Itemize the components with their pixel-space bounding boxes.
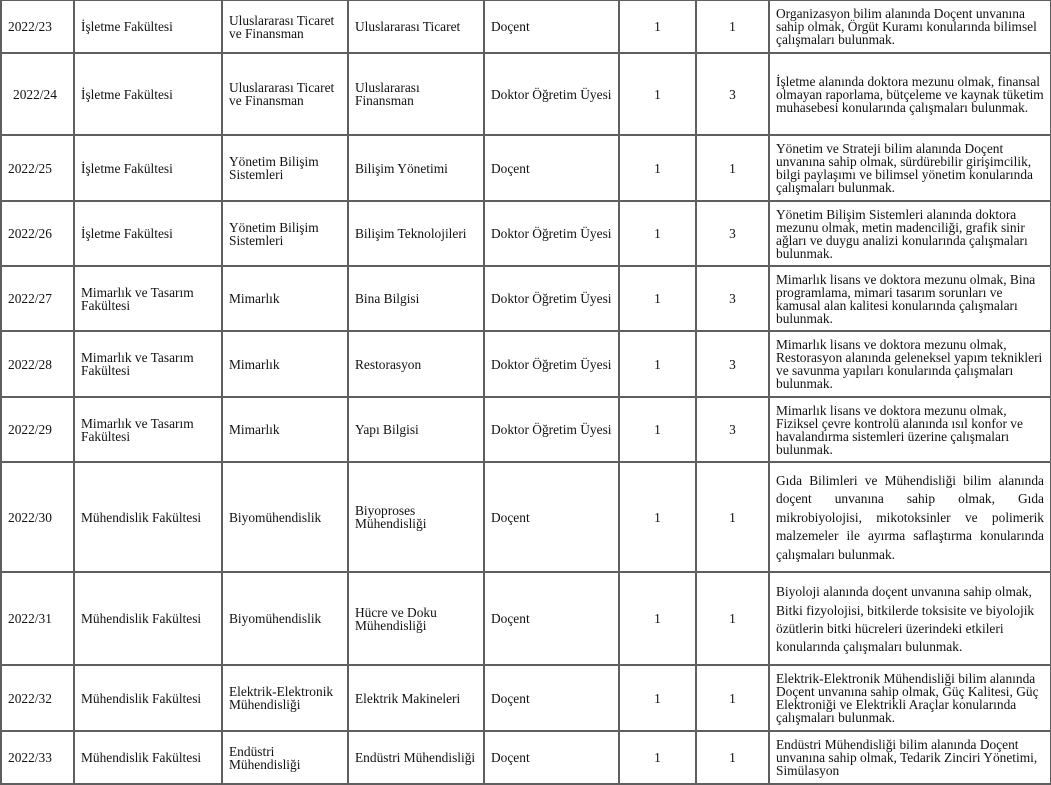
table-row: [1, 266, 1051, 331]
position-grade: 1: [654, 291, 661, 306]
requirements-text: İşletme alanında doktora mezunu olmak, finansal olmayan raporlama, bütçeleme ve kaynak tüketim muhasebesi konularında çalışmaları bulunmak.: [776, 73, 1044, 115]
department-name: Mimarlık: [229, 356, 280, 372]
requirements-text: Elektrik-Elektronik Mühendisliği bilim alanında Doçent unvanına sahip olmak, Güç Kalitesi, Güç Elektroniği ve Elektrikli Araçlar konularında çalışmaları bulunmak.: [776, 671, 1039, 725]
department-name: Biyomühendislik: [229, 509, 322, 525]
count-cell: [696, 331, 769, 397]
faculty-name: İşletme Fakültesi: [81, 160, 173, 176]
ilan-no: 2022/33: [8, 750, 52, 765]
division-cell: [348, 201, 484, 266]
division-cell: [348, 331, 484, 397]
count-cell: [696, 0, 769, 53]
academic-title: Doçent: [491, 750, 530, 765]
department-name: Elektrik-Elektronik Mühendisliği: [229, 684, 334, 712]
position-count: 1: [729, 19, 736, 34]
position-grade: 1: [654, 86, 661, 102]
division-name: Endüstri Mühendisliği: [355, 750, 476, 765]
faculty-cell: [74, 731, 222, 784]
position-grade: 1: [654, 160, 661, 176]
faculty-cell: [74, 331, 222, 397]
division-name: Elektrik Makineleri: [355, 690, 461, 706]
division-name: Uluslararası Finansman: [355, 80, 420, 108]
position-count: 3: [729, 291, 736, 306]
ilan-no: 2022/23: [8, 19, 52, 34]
division-name: Yapı Bilgisi: [355, 422, 419, 437]
position-count: 1: [729, 690, 736, 706]
table-row: [1, 0, 1051, 53]
requirements-text: Biyoloji alanında doçent unvanına sahip olmak, Bitki fizyolojisi, bitkilerde toksisite ve biyolojik özütlerin bitki hücreleri üzerindeki etkileri konularında çalışmaları bulunmak.: [776, 584, 1035, 655]
faculty-name: Mimarlık ve Tasarım Fakültesi: [81, 284, 194, 313]
position-count: 1: [729, 160, 736, 176]
division-name: Bina Bilgisi: [355, 291, 420, 306]
ilan-no: 2022/31: [8, 611, 52, 626]
grade-cell: [619, 731, 696, 784]
description-cell: [769, 53, 1051, 135]
ilan-no: 2022/25: [8, 160, 52, 176]
grade-cell: [619, 135, 696, 201]
ilan-no-cell: [1, 266, 74, 331]
count-cell: [696, 266, 769, 331]
ilan-no: 2022/30: [8, 509, 52, 525]
count-cell: [696, 572, 769, 665]
ilan-no-cell: [1, 572, 74, 665]
description-cell: [769, 665, 1051, 731]
position-grade: 1: [654, 356, 661, 372]
description-cell: [769, 331, 1051, 397]
table-row: [1, 462, 1051, 572]
academic-title: Doçent: [491, 19, 530, 34]
requirements-text: Mimarlık lisans ve doktora mezunu olmak, Bina programlama, mimari tasarım sorunları ve kamusal alan kalitesi konularında çalışmaları bulunmak.: [776, 271, 1036, 326]
grade-cell: [619, 572, 696, 665]
ilan-no-cell: [1, 397, 74, 462]
count-cell: [696, 201, 769, 266]
count-cell: [696, 731, 769, 784]
title-cell: [484, 462, 619, 572]
faculty-cell: [74, 462, 222, 572]
grade-cell: [619, 462, 696, 572]
title-cell: [484, 266, 619, 331]
department-cell: [222, 201, 348, 266]
division-name: Bilişim Yönetimi: [355, 160, 448, 176]
table-row: [1, 572, 1051, 665]
ilan-no: 2022/27: [8, 291, 52, 306]
position-grade: 1: [654, 611, 661, 626]
faculty-cell: [74, 397, 222, 462]
position-grade: 1: [654, 422, 661, 437]
division-name: Restorasyon: [355, 356, 422, 372]
department-cell: [222, 462, 348, 572]
requirements-text: Gıda Bilimleri ve Mühendisliği bilim alanında doçent unvanına sahip olmak, Gıda mikrobiyolojisi, mikotoksinler ve polimerik malzemeler ile ayırma saflaştırma konularında çalışmaları bulunmak.: [776, 472, 1044, 562]
division-cell: [348, 135, 484, 201]
requirements-text: Organizasyon bilim alanında Doçent unvanına sahip olmak, Örgüt Kuramı konularında bilimsel çalışmaları bulunmak.: [776, 6, 1037, 47]
ilan-no-cell: [1, 665, 74, 731]
division-cell: [348, 665, 484, 731]
department-name: Mimarlık: [229, 422, 280, 437]
academic-title: Doçent: [491, 160, 530, 176]
division-cell: [348, 462, 484, 572]
division-name: Bilişim Teknolojileri: [355, 226, 467, 241]
faculty-cell: [74, 201, 222, 266]
position-count: 1: [729, 750, 736, 765]
title-cell: [484, 0, 619, 53]
ilan-no-cell: [1, 0, 74, 53]
requirements-text: Mimarlık lisans ve doktora mezunu olmak, Restorasyon alanında geleneksel yapım teknikleri ve savunma yapıları konularında çalışmaları bulunmak.: [776, 337, 1043, 391]
division-name: Uluslararası Ticaret: [355, 19, 461, 34]
table-row: [1, 201, 1051, 266]
grade-cell: [619, 397, 696, 462]
faculty-name: Mimarlık ve Tasarım Fakültesi: [81, 415, 194, 444]
academic-title: Doktor Öğretim Üyesi: [491, 291, 612, 306]
position-grade: 1: [654, 226, 661, 241]
department-name: Uluslararası Ticaret ve Finansman: [229, 80, 335, 108]
title-cell: [484, 201, 619, 266]
ilan-no: 2022/28: [8, 356, 52, 372]
table-body: [1, 0, 1051, 784]
faculty-cell: [74, 53, 222, 135]
description-cell: [769, 462, 1051, 572]
position-count: 1: [729, 611, 736, 626]
description-cell: [769, 135, 1051, 201]
academic-title: Doçent: [491, 509, 530, 525]
ilan-no-cell: [1, 135, 74, 201]
ilan-no-cell: [1, 462, 74, 572]
position-count: 3: [729, 422, 736, 437]
ilan-no: 2022/24: [13, 86, 57, 102]
position-count: 1: [729, 509, 736, 525]
department-cell: [222, 731, 348, 784]
position-count: 3: [729, 226, 736, 241]
department-name: Endüstri Mühendisliği: [229, 743, 301, 772]
position-grade: 1: [654, 509, 661, 525]
grade-cell: [619, 331, 696, 397]
description-cell: [769, 572, 1051, 665]
faculty-name: Mühendislik Fakültesi: [81, 509, 202, 525]
requirements-text: Mimarlık lisans ve doktora mezunu olmak, Fiziksel çevre kontrolü alanında ısıl konfor ve havalandırma sistemleri üzerine çalışmaları bulunmak.: [776, 402, 1023, 457]
academic-title: Doktor Öğretim Üyesi: [491, 226, 612, 241]
table-row: [1, 665, 1051, 731]
requirements-text: Endüstri Mühendisliği bilim alanında Doçent unvanına sahip olmak, Tedarik Zinciri Yönetimi, Simülasyon: [776, 737, 1038, 778]
ilan-no: 2022/26: [8, 226, 52, 241]
ilan-no: 2022/29: [8, 422, 52, 437]
faculty-name: Mühendislik Fakültesi: [81, 750, 202, 765]
faculty-name: İşletme Fakültesi: [81, 19, 173, 34]
count-cell: [696, 462, 769, 572]
department-cell: [222, 53, 348, 135]
ilan-no-cell: [1, 331, 74, 397]
faculty-cell: [74, 0, 222, 53]
faculty-name: İşletme Fakültesi: [81, 226, 173, 241]
title-cell: [484, 135, 619, 201]
division-cell: [348, 266, 484, 331]
division-cell: [348, 397, 484, 462]
title-cell: [484, 731, 619, 784]
department-name: Biyomühendislik: [229, 611, 322, 626]
academic-title: Doktor Öğretim Üyesi: [491, 86, 612, 102]
division-cell: [348, 572, 484, 665]
table-row: [1, 731, 1051, 784]
division-cell: [348, 0, 484, 53]
table-row: [1, 135, 1051, 201]
academic-title: Doktor Öğretim Üyesi: [491, 356, 612, 372]
grade-cell: [619, 53, 696, 135]
count-cell: [696, 53, 769, 135]
faculty-cell: [74, 665, 222, 731]
faculty-name: Mühendislik Fakültesi: [81, 611, 202, 626]
table-row: [1, 397, 1051, 462]
ilan-no-cell: [1, 53, 74, 135]
faculty-cell: [74, 572, 222, 665]
title-cell: [484, 397, 619, 462]
department-name: Mimarlık: [229, 291, 280, 306]
division-name: Biyoproses Mühendisliği: [355, 503, 427, 531]
count-cell: [696, 665, 769, 731]
department-name: Yönetim Bilişim Sistemleri: [229, 219, 319, 248]
faculty-name: İşletme Fakültesi: [81, 86, 173, 102]
title-cell: [484, 665, 619, 731]
description-cell: [769, 266, 1051, 331]
table-row: [1, 331, 1051, 397]
description-cell: [769, 731, 1051, 784]
count-cell: [696, 397, 769, 462]
grade-cell: [619, 0, 696, 53]
faculty-name: Mimarlık ve Tasarım Fakültesi: [81, 350, 194, 378]
department-cell: [222, 266, 348, 331]
department-name: Uluslararası Ticaret ve Finansman: [229, 12, 335, 41]
position-grade: 1: [654, 750, 661, 765]
department-cell: [222, 331, 348, 397]
count-cell: [696, 135, 769, 201]
department-name: Yönetim Bilişim Sistemleri: [229, 154, 319, 182]
academic-title: Doktor Öğretim Üyesi: [491, 422, 612, 437]
title-cell: [484, 572, 619, 665]
grade-cell: [619, 665, 696, 731]
division-cell: [348, 731, 484, 784]
position-grade: 1: [654, 19, 661, 34]
description-cell: [769, 397, 1051, 462]
position-grade: 1: [654, 690, 661, 706]
faculty-cell: [74, 266, 222, 331]
academic-title: Doçent: [491, 690, 530, 706]
department-cell: [222, 665, 348, 731]
faculty-name: Mühendislik Fakültesi: [81, 690, 202, 706]
academic-title: Doçent: [491, 611, 530, 626]
ilan-no: 2022/32: [8, 690, 52, 706]
position-count: 3: [729, 356, 736, 372]
requirements-text: Yönetim ve Strateji bilim alanında Doçent unvanına sahip olmak, sürdürebilir girişimcilik, bilgi paylaşımı ve bilimsel yönetim konularında çalışmaları bulunmak.: [776, 141, 1033, 195]
department-cell: [222, 0, 348, 53]
table-row: [1, 53, 1051, 135]
ilan-no-cell: [1, 201, 74, 266]
description-cell: [769, 0, 1051, 53]
faculty-cell: [74, 135, 222, 201]
department-cell: [222, 572, 348, 665]
description-cell: [769, 201, 1051, 266]
division-name: Hücre ve Doku Mühendisliği: [355, 604, 437, 633]
position-count: 3: [729, 86, 736, 102]
ilan-no-cell: [1, 731, 74, 784]
department-cell: [222, 397, 348, 462]
grade-cell: [619, 266, 696, 331]
requirements-text: Yönetim Bilişim Sistemleri alanında doktora mezunu olmak, metin madenciliği, grafik sinir ağları ve duygu analizi konularında çalışmaları bulunmak.: [776, 206, 1028, 261]
title-cell: [484, 331, 619, 397]
division-cell: [348, 53, 484, 135]
grade-cell: [619, 201, 696, 266]
department-cell: [222, 135, 348, 201]
title-cell: [484, 53, 619, 135]
